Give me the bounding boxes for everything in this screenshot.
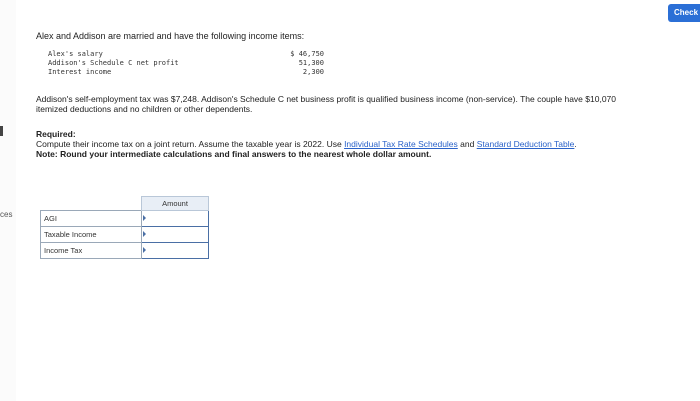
answer-table — [40, 196, 209, 259]
instruction-text: Compute their income tax on a joint return. Assume the taxable year is 2022. Use — [36, 139, 345, 149]
income-items-list — [48, 50, 338, 77]
instruction-period: . — [574, 139, 577, 149]
income-item-label: Alex's salary — [48, 50, 103, 58]
rounding-note: Note: Round your intermediate calculations and final answers to the nearest whole dollar amount. — [36, 149, 432, 159]
standard-deduction-link[interactable]: Standard Deduction Table — [476, 139, 575, 149]
required-heading: Required: — [36, 129, 76, 139]
income-item-amount: $ 46,750 — [290, 50, 324, 58]
cell-pointer-icon — [143, 247, 146, 253]
table-row-taxable-income — [41, 227, 209, 243]
income-item-schedule-c — [48, 59, 338, 68]
amount-column-header: Amount — [142, 197, 209, 211]
problem-paragraph: Addison's self-employment tax was $7,248. Addison's Schedule C net business profit is qualified business income (non-service). The couple have $10,070 itemized deductions and no children or other dependents. — [36, 94, 617, 114]
taxable-income-amount-input[interactable] — [142, 227, 209, 243]
income-item-amount: 51,300 — [298, 59, 324, 67]
answer-table-header — [41, 197, 209, 211]
row-label-income-tax: Income Tax — [41, 243, 142, 259]
row-label-agi: AGI — [41, 211, 142, 227]
instruction-and-text: and — [457, 139, 477, 149]
income-item-label: Interest income — [48, 68, 112, 76]
agi-amount-input[interactable] — [142, 211, 209, 227]
required-instruction — [36, 139, 656, 149]
left-gutter — [0, 0, 16, 401]
table-row-agi — [41, 211, 209, 227]
income-item-salary — [48, 50, 338, 59]
problem-intro: Alex and Addison are married and have the following income items: — [36, 31, 305, 41]
required-section — [36, 129, 656, 159]
tax-rate-schedules-link[interactable]: Individual Tax Rate Schedules — [344, 139, 458, 149]
cell-pointer-icon — [143, 215, 146, 221]
income-item-amount: 2,300 — [302, 68, 324, 76]
row-label-taxable-income: Taxable Income — [41, 227, 142, 243]
income-item-interest — [48, 68, 338, 77]
left-edge-marker — [0, 126, 3, 136]
table-header-blank — [41, 197, 142, 211]
cell-pointer-icon — [143, 231, 146, 237]
check-button[interactable]: Check — [668, 4, 700, 22]
income-item-label: Addison's Schedule C net profit — [48, 59, 179, 67]
table-row-income-tax — [41, 243, 209, 259]
income-tax-amount-input[interactable] — [142, 243, 209, 259]
sidebar-clipped-label: ces — [0, 210, 13, 219]
